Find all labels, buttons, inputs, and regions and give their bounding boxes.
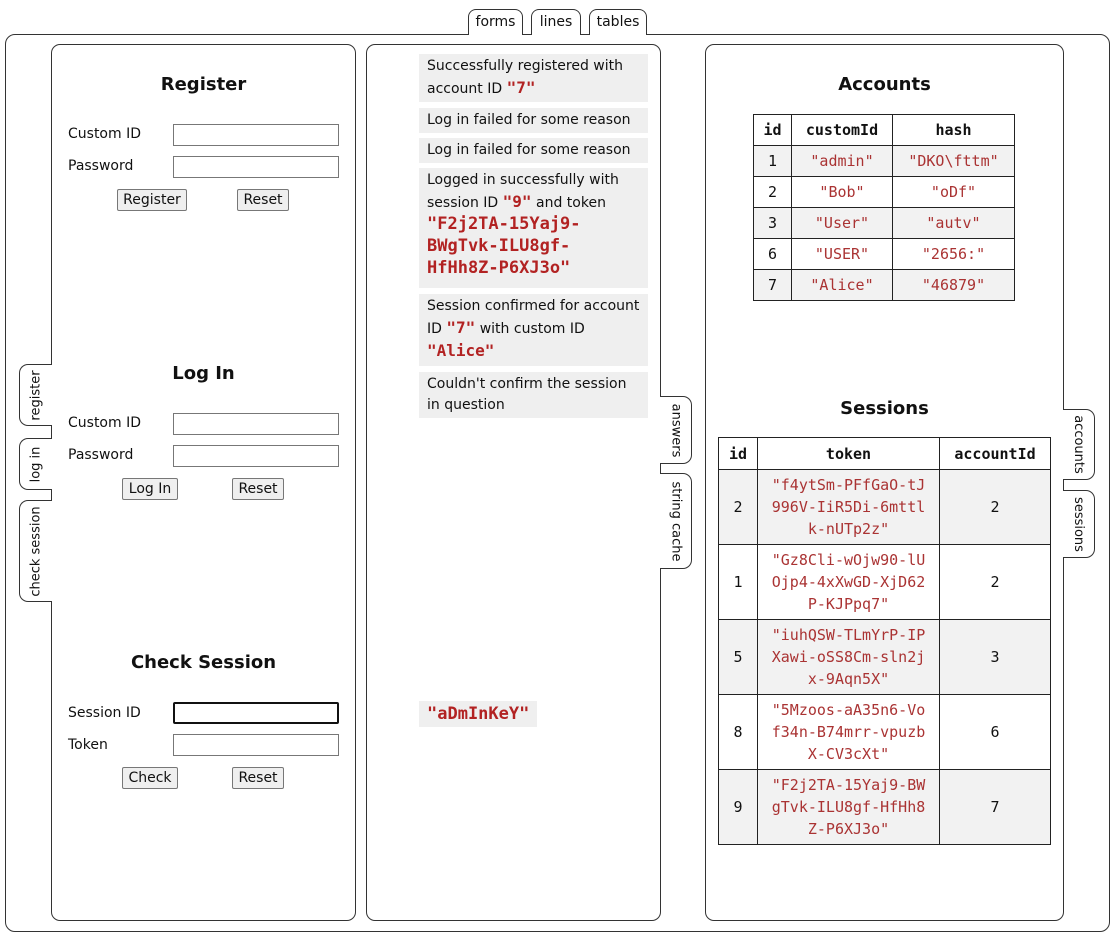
login-custom-id-label: Custom ID (68, 415, 141, 431)
side-tab-answers[interactable] (660, 396, 692, 464)
accounts-col-customid: customId (792, 115, 893, 146)
answer-text: Log in failed for some reason (427, 142, 631, 158)
login-reset-button[interactable]: Reset (232, 478, 284, 500)
accounts-cell: "46879" (893, 270, 1015, 301)
check-reset-button[interactable]: Reset (232, 767, 284, 789)
accounts-cell: 1 (754, 146, 792, 177)
accounts-cell: 3 (754, 208, 792, 239)
accounts-cell: "Alice" (792, 270, 893, 301)
accounts-row (754, 270, 1015, 301)
register-reset-button[interactable]: Reset (237, 189, 289, 211)
accounts-cell: 7 (754, 270, 792, 301)
accounts-cell: "User" (792, 208, 893, 239)
side-tab-check-session-label: check session (28, 505, 44, 597)
answer-text: Log in failed for some reason (427, 112, 631, 128)
sessions-cell: "Gz8Cli-wOjw90-lUOjp4-4xXwGD-XjD62P-KJPpq7" (758, 545, 940, 620)
accounts-cell: "USER" (792, 239, 893, 270)
sessions-col-token: token (758, 438, 940, 470)
answer-line (419, 108, 648, 133)
sessions-row (719, 545, 1051, 620)
sessions-cell: 1 (719, 545, 758, 620)
side-tab-check-session[interactable] (19, 500, 52, 602)
tab-lines[interactable]: lines (531, 9, 581, 35)
accounts-col-hash: hash (893, 115, 1015, 146)
accounts-col-id: id (754, 115, 792, 146)
answer-value: "9" (502, 192, 532, 211)
sessions-cell: 2 (940, 470, 1051, 545)
accounts-cell: "admin" (792, 146, 893, 177)
sessions-cell: 7 (940, 770, 1051, 845)
register-custom-id-label: Custom ID (68, 126, 141, 142)
sessions-cell: 2 (940, 545, 1051, 620)
check-token-input[interactable] (173, 734, 339, 756)
answer-line (419, 294, 648, 366)
accounts-row (754, 146, 1015, 177)
sessions-cell: "f4ytSm-PFfGaO-tJ996V-IiR5Di-6mttlk-nUTp2z" (758, 470, 940, 545)
accounts-title: Accounts (838, 74, 931, 95)
side-tab-sessions-label: sessions (1071, 496, 1086, 552)
sessions-cell: 3 (940, 620, 1051, 695)
answer-line (419, 372, 648, 418)
check-session-title: Check Session (130, 652, 277, 673)
check-session-id-input[interactable] (173, 702, 339, 724)
string-cache-value: "aDmInKeY" (427, 704, 530, 724)
sessions-cell: 5 (719, 620, 758, 695)
sessions-cell: "F2j2TA-15Yaj9-BWgTvk-ILU8gf-HfHh8Z-P6XJ3o" (758, 770, 940, 845)
answer-value: "7" (506, 78, 536, 97)
side-tab-register[interactable] (19, 364, 52, 426)
login-custom-id-input[interactable] (173, 413, 339, 435)
accounts-row (754, 208, 1015, 239)
answer-text: Couldn't confirm the session in question (427, 376, 627, 413)
register-title: Register (160, 74, 247, 95)
accounts-table (753, 114, 1015, 301)
login-button[interactable]: Log In (122, 478, 178, 500)
sessions-cell: 8 (719, 695, 758, 770)
sessions-row (719, 695, 1051, 770)
side-tab-register-label: register (28, 369, 44, 421)
tab-forms[interactable]: forms (468, 9, 523, 35)
check-button[interactable]: Check (122, 767, 178, 789)
answer-line (419, 54, 648, 102)
accounts-cell: "autv" (893, 208, 1015, 239)
side-tab-answers-label: answers (668, 403, 684, 457)
accounts-cell: 6 (754, 239, 792, 270)
register-button[interactable]: Register (117, 189, 187, 211)
sessions-cell: 2 (719, 470, 758, 545)
sessions-title: Sessions (840, 398, 929, 419)
accounts-row (754, 239, 1015, 270)
answer-text: Successfully registered with account ID (427, 58, 624, 97)
accounts-cell: "Bob" (792, 177, 893, 208)
check-session-id-label: Session ID (68, 705, 141, 721)
side-tab-accounts[interactable] (1063, 409, 1095, 480)
answer-line (419, 138, 648, 163)
accounts-cell: "2656:" (893, 239, 1015, 270)
sessions-col-id: id (719, 438, 758, 470)
sessions-col-accountid: accountId (940, 438, 1051, 470)
sessions-row (719, 620, 1051, 695)
login-password-input[interactable] (173, 445, 339, 467)
login-title: Log In (172, 363, 235, 384)
accounts-cell: "oDf" (893, 177, 1015, 208)
side-tab-accounts-label: accounts (1071, 415, 1087, 474)
register-password-input[interactable] (173, 156, 339, 178)
sessions-cell: "5Mzoos-aA35n6-Vof34n-B74mrr-vpuzbX-CV3cXt" (758, 695, 940, 770)
side-tab-sessions[interactable] (1063, 490, 1095, 558)
login-password-label: Password (68, 447, 134, 463)
side-tab-log-in[interactable] (19, 438, 52, 490)
side-tab-string-cache[interactable] (660, 473, 692, 569)
sessions-cell: 6 (940, 695, 1051, 770)
register-custom-id-input[interactable] (173, 124, 339, 146)
answer-value: "Alice" (427, 341, 495, 360)
answer-value: "F2j2TA-15Yaj9-BWgTvk-ILU8gf-HfHh8Z-P6XJ3o" (427, 214, 581, 278)
answer-text: Logged in successfully with session ID (427, 172, 619, 211)
sessions-table (718, 437, 1051, 845)
answer-text: and token (531, 195, 606, 211)
answer-text: Session confirmed for account ID (427, 298, 640, 337)
sessions-row (719, 470, 1051, 545)
answer-text: with custom ID (475, 321, 585, 337)
sessions-cell: "iuhQSW-TLmYrP-IPXawi-oSS8Cm-sln2jx-9Aqn5X" (758, 620, 940, 695)
answer-value: "7" (446, 318, 476, 337)
accounts-cell: "DKO\fttm" (893, 146, 1015, 177)
accounts-row (754, 177, 1015, 208)
answer-line (419, 168, 648, 288)
check-token-label: Token (68, 737, 108, 753)
register-password-label: Password (68, 158, 134, 174)
side-tab-string-cache-label: string cache (668, 481, 684, 561)
side-tab-log-in-label: log in (28, 446, 44, 482)
accounts-cell: 2 (754, 177, 792, 208)
sessions-cell: 9 (719, 770, 758, 845)
sessions-row (719, 770, 1051, 845)
tab-tables[interactable]: tables (589, 9, 647, 35)
string-cache-entry (419, 701, 537, 727)
